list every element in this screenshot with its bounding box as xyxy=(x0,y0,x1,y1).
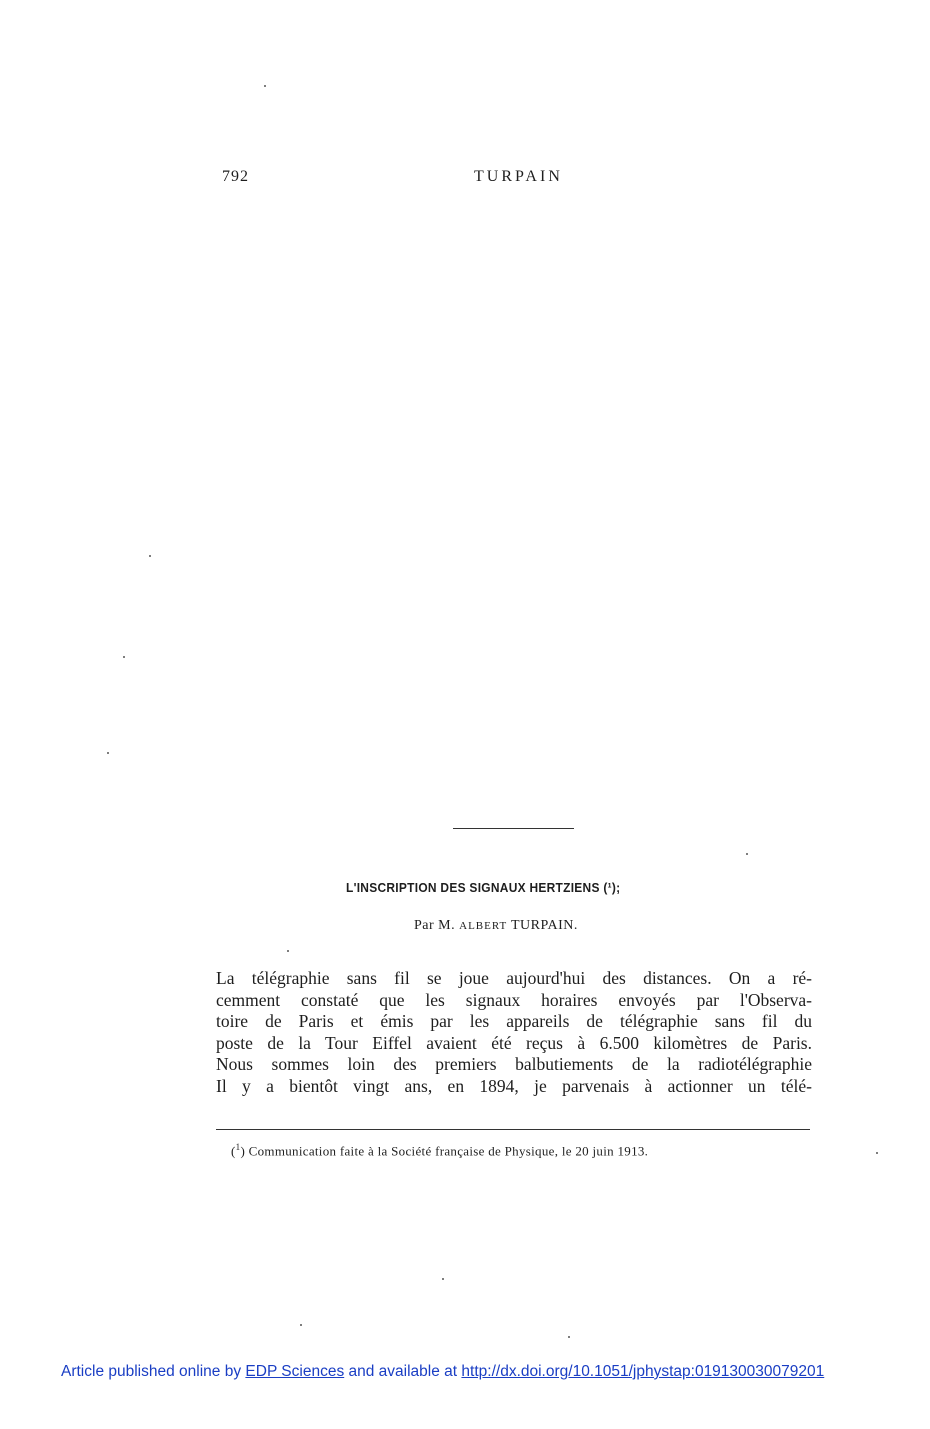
running-head: TURPAIN xyxy=(474,168,563,185)
byline-prefix: Par M. xyxy=(414,918,456,933)
footer-middle: and available at xyxy=(348,1363,458,1380)
publisher-footer xyxy=(61,1363,824,1381)
page-number: 792 xyxy=(222,168,249,185)
body-line: Il y a bientôt vingt ans, en 1894, je parvenais à actionner un télé- xyxy=(216,1075,812,1096)
edp-sciences-link[interactable]: EDP Sciences xyxy=(245,1363,345,1380)
section-separator xyxy=(453,828,574,829)
byline xyxy=(414,918,578,934)
article-title xyxy=(346,880,620,895)
author-last-name: TURPAIN. xyxy=(511,918,578,933)
title-footnote-mark: (¹); xyxy=(603,880,621,895)
body-line: cemment constaté que les signaux horaires envoyés par l'Observa- xyxy=(216,989,812,1010)
body-line: toire de Paris et émis par les appareils de télégraphie sans fil du xyxy=(216,1011,812,1031)
author-first-name: ALBERT xyxy=(459,920,508,932)
body-line: La télégraphie sans fil se joue aujourd'hui des distances. On a ré- xyxy=(216,968,812,988)
footnote-mark: 1 xyxy=(235,1142,241,1152)
body-line: poste de la Tour Eiffel avaient été reçus à 6.500 kilomètres de Paris. xyxy=(216,1032,812,1053)
footnote-rule xyxy=(216,1129,810,1130)
article-title-text: L'INSCRIPTION DES SIGNAUX HERTZIENS xyxy=(346,880,600,895)
footer-prefix: Article published online by xyxy=(61,1363,242,1380)
body-paragraph xyxy=(216,968,812,1097)
doi-link[interactable]: http://dx.doi.org/10.1051/jphystap:019130030079201 xyxy=(461,1363,825,1380)
footnote: ($^1$) Communication faite à la Société française de Physique, le 20 juin 1913. xyxy=(231,1142,649,1159)
footnote-text: Communication faite à la Société française de Physique, le 20 juin 1913. xyxy=(248,1143,649,1159)
body-line: Nous sommes loin des premiers balbutiements de la radiotélégraphie xyxy=(216,1054,812,1074)
